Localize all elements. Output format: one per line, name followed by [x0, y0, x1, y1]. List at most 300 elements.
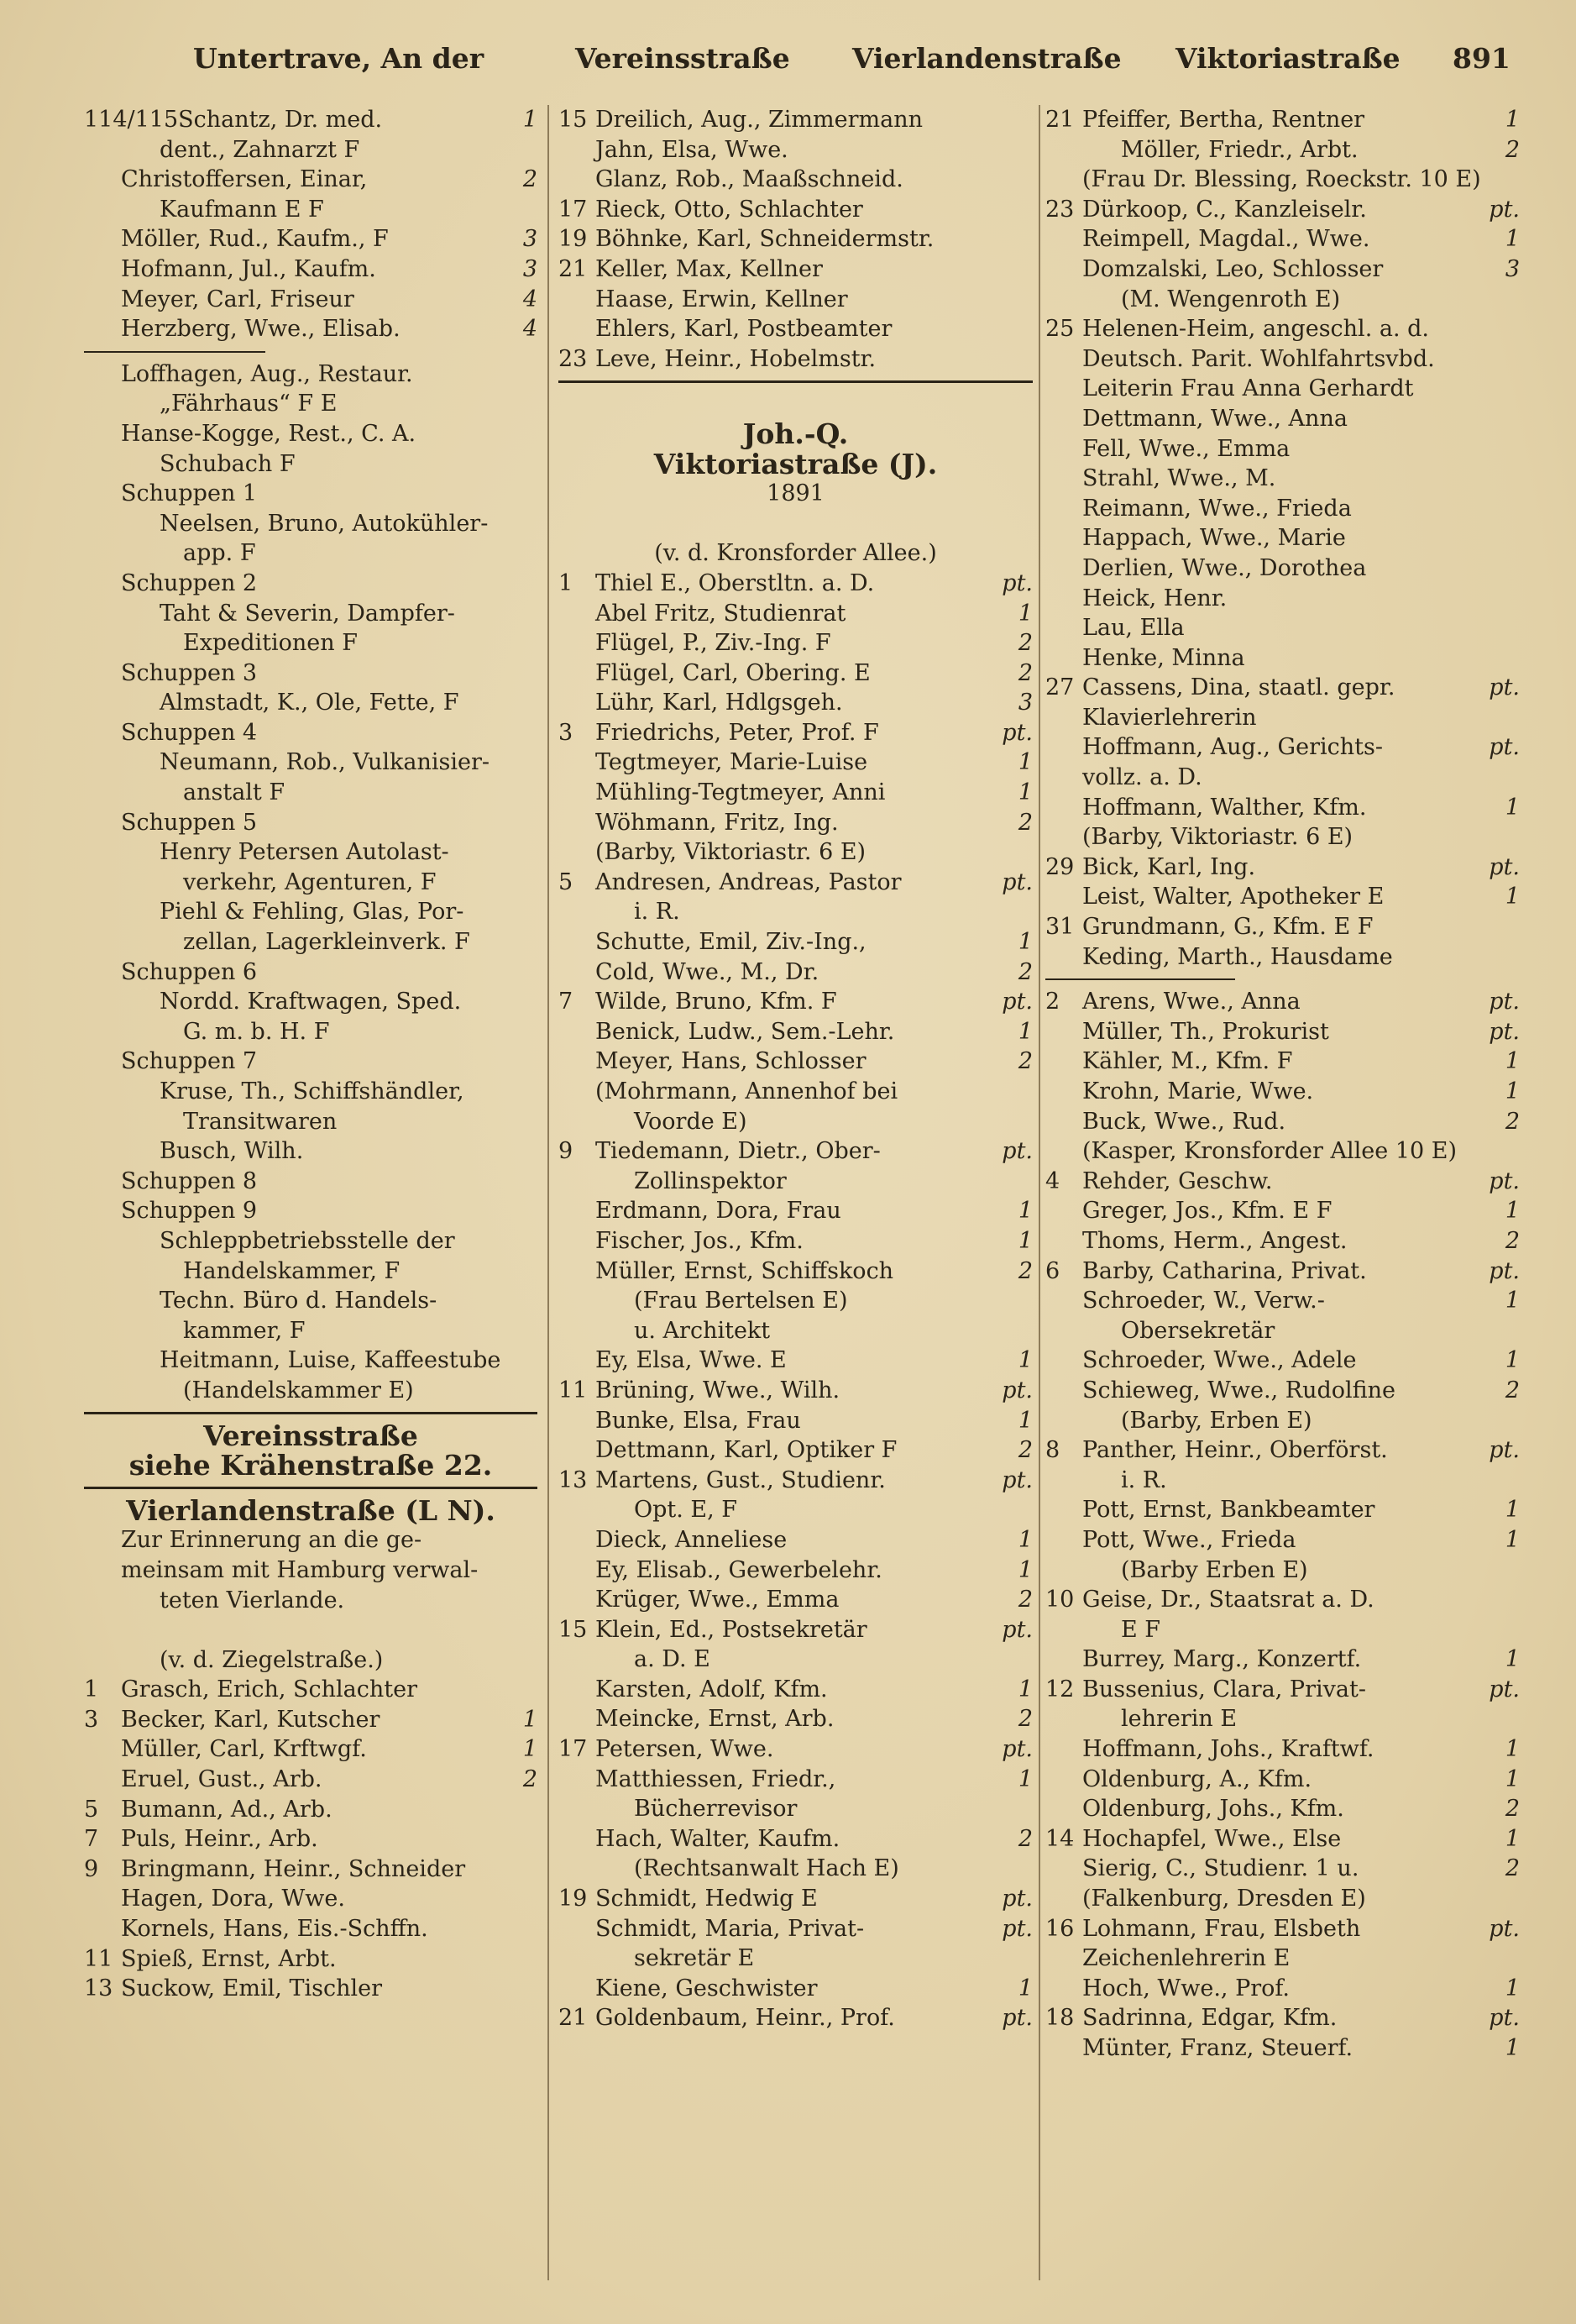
street-heading: Joh.-Q.: [742, 417, 849, 450]
floor-indicator: 1: [1018, 1556, 1033, 1583]
street-heading: siehe Krähenstraße 22.: [128, 1449, 493, 1482]
floor-indicator: pt.: [1002, 719, 1033, 746]
directory-entry: [558, 987, 1033, 1017]
floor-indicator: 1: [1505, 226, 1520, 253]
resident-name: Becker, Karl, Kutscher: [121, 1706, 380, 1733]
resident-name: Tiedemann, Dietr., Ober-: [595, 1138, 881, 1165]
section-rule: [84, 344, 537, 359]
resident-name: „Fährhaus“ F E: [160, 391, 338, 417]
directory-entry: [1045, 374, 1520, 404]
floor-indicator: pt.: [1002, 1466, 1033, 1493]
floor-indicator: pt.: [1002, 1616, 1033, 1643]
resident-name: (M. Wengenroth E): [1121, 286, 1341, 312]
directory-entry: [558, 1346, 1033, 1376]
directory-entry: [1045, 1435, 1520, 1466]
resident-name: Oldenburg, A., Kfm.: [1082, 1765, 1312, 1792]
directory-entry: [84, 165, 537, 195]
column-2: [558, 105, 1033, 2033]
resident-name: Henry Petersen Autolast-: [160, 839, 449, 866]
directory-entry: [84, 1017, 537, 1047]
resident-name: Eruel, Gust., Arb.: [121, 1766, 322, 1793]
directory-entry: [84, 927, 537, 957]
floor-indicator: 1: [1505, 884, 1520, 910]
section-rule: [558, 374, 1033, 389]
resident-name: Handelskammer, F: [183, 1257, 401, 1284]
directory-entry: [1045, 1525, 1520, 1555]
resident-name: Bücherrevisor: [634, 1796, 798, 1823]
directory-entry: [558, 1495, 1033, 1525]
resident-name: Grundmann, G., Kfm. E F: [1082, 914, 1374, 941]
floor-indicator: 1: [1018, 1526, 1033, 1553]
resident-name: Schuppen 9: [121, 1198, 258, 1225]
directory-entry: [1045, 254, 1520, 285]
resident-name: Piehl & Fehling, Glas, Por-: [160, 899, 464, 926]
resident-name: Zur Erinnerung an die ge-: [121, 1527, 422, 1554]
directory-entry: [84, 1286, 537, 1316]
house-number: 29: [1045, 853, 1075, 880]
resident-name: Böhnke, Karl, Schneidermstr.: [595, 226, 935, 253]
directory-entry: [1045, 1077, 1520, 1107]
resident-name: Schubach F: [160, 450, 296, 477]
house-number: 21: [558, 255, 588, 282]
resident-name: Hoch, Wwe., Prof.: [1082, 1975, 1291, 2001]
floor-indicator: 2: [522, 166, 537, 193]
resident-name: Glanz, Rob., Maaßschneid.: [595, 166, 903, 193]
floor-indicator: 1: [1018, 779, 1033, 806]
resident-name: Strahl, Wwe., M.: [1082, 465, 1276, 492]
directory-entry: [558, 509, 1033, 539]
floor-indicator: 2: [1505, 136, 1520, 163]
directory-entry: [558, 1704, 1033, 1734]
house-number: 10: [1045, 1587, 1075, 1613]
directory-entry: [1045, 553, 1520, 584]
resident-name: Puls, Heinr., Arb.: [121, 1826, 318, 1853]
column-divider: [1039, 105, 1040, 2280]
directory-entry: [84, 599, 537, 629]
resident-name: (Barby Erben E): [1121, 1556, 1308, 1583]
house-number: 6: [1045, 1257, 1060, 1284]
floor-indicator: pt.: [1489, 853, 1520, 880]
directory-entry: [558, 344, 1033, 375]
street-note: 1891: [767, 480, 825, 507]
resident-name: Domzalski, Leo, Schlosser: [1082, 255, 1384, 282]
resident-name: Reimann, Wwe., Frieda: [1082, 495, 1352, 522]
directory-entry: [84, 1077, 537, 1107]
directory-entry: [558, 1914, 1033, 1944]
floor-indicator: 1: [522, 1736, 537, 1763]
house-number: 19: [558, 226, 588, 253]
resident-name: E F: [1121, 1616, 1161, 1643]
directory-entry: [84, 254, 537, 285]
floor-indicator: pt.: [1489, 1018, 1520, 1045]
house-number: 11: [84, 1945, 113, 1972]
directory-entry: [84, 359, 537, 390]
directory-entry: [558, 1286, 1033, 1316]
floor-indicator: 1: [1505, 1975, 1520, 2001]
directory-entry: [1045, 1704, 1520, 1734]
floor-indicator: 3: [522, 255, 537, 282]
floor-indicator: 2: [1018, 1825, 1033, 1852]
house-number: 3: [558, 719, 573, 746]
directory-entry: [558, 957, 1033, 988]
floor-indicator: 1: [1018, 1975, 1033, 2001]
resident-name: Pott, Wwe., Frieda: [1082, 1526, 1296, 1553]
resident-name: Flügel, P., Ziv.-Ing. F: [595, 630, 831, 657]
directory-entry: [558, 808, 1033, 838]
resident-name: Wilde, Bruno, Kfm. F: [595, 989, 837, 1015]
resident-name: Schuppen 3: [121, 659, 258, 686]
resident-name: Hagen, Dora, Wwe.: [121, 1886, 345, 1912]
resident-name: Leiterin Frau Anna Gerhardt: [1082, 375, 1414, 402]
resident-name: Hoffmann, Walther, Kfm.: [1082, 794, 1367, 821]
directory-entry: [558, 778, 1033, 808]
resident-name: Leve, Heinr., Hobelmstr.: [595, 345, 877, 372]
directory-entry: [1045, 673, 1520, 703]
directory-entry: [558, 1765, 1033, 1795]
floor-indicator: 1: [1505, 1198, 1520, 1225]
directory-entry: [558, 1645, 1033, 1675]
directory-entry: [84, 1226, 537, 1256]
directory-entry: [558, 1884, 1033, 1914]
resident-name: Bumann, Ad., Arb.: [121, 1796, 332, 1823]
resident-name: Barby, Catharina, Privat.: [1082, 1257, 1367, 1284]
floor-indicator: 1: [1018, 1765, 1033, 1792]
directory-entry: [84, 1346, 537, 1376]
resident-name: Expeditionen F: [183, 630, 358, 657]
directory-entry: [84, 419, 537, 449]
directory-entry: [558, 2003, 1033, 2033]
directory-entry: [558, 1794, 1033, 1824]
house-number: 7: [558, 989, 573, 1015]
resident-name: (Frau Dr. Blessing, Roeckstr. 10 E): [1082, 166, 1481, 193]
resident-name: Henke, Minna: [1082, 644, 1245, 671]
resident-name: Brüning, Wwe., Wilh.: [595, 1377, 840, 1403]
resident-name: Busch, Wilh.: [160, 1138, 304, 1165]
floor-indicator: pt.: [1002, 868, 1033, 895]
directory-entry: [1045, 2033, 1520, 2064]
resident-name: Möller, Rud., Kaufm., F: [121, 226, 389, 253]
directory-entry: [84, 1196, 537, 1226]
resident-name: Dürkoop, C., Kanzleiselr.: [1082, 196, 1367, 223]
resident-name: Bunke, Elsa, Frau: [595, 1407, 801, 1434]
directory-entry: [1045, 852, 1520, 883]
resident-name: Bringmann, Heinr., Schneider: [121, 1855, 466, 1882]
resident-name: Abel Fritz, Studienrat: [595, 600, 846, 627]
directory-entry: [84, 897, 537, 927]
floor-indicator: 2: [1505, 1377, 1520, 1403]
floor-indicator: 1: [1505, 794, 1520, 821]
floor-indicator: 2: [1018, 1437, 1033, 1464]
floor-indicator: 2: [1505, 1108, 1520, 1135]
resident-name: u. Architekt: [634, 1317, 771, 1344]
directory-entry: [1045, 2003, 1520, 2033]
directory-entry: [558, 314, 1033, 344]
resident-name: Rieck, Otto, Schlachter: [595, 196, 863, 223]
header-street-left: Untertrave, An der: [193, 42, 484, 75]
directory-entry: [558, 1196, 1033, 1226]
floor-indicator: pt.: [1489, 196, 1520, 223]
resident-name: Müller, Carl, Krftwgf.: [121, 1736, 367, 1763]
page-number: 891: [1453, 42, 1511, 75]
resident-name: Petersen, Wwe.: [595, 1736, 774, 1763]
house-number: 15: [558, 107, 588, 133]
directory-entry: [84, 1376, 537, 1406]
floor-indicator: 1: [1018, 1676, 1033, 1702]
directory-entry: [1045, 882, 1520, 912]
directory-entry: [84, 1734, 537, 1765]
floor-indicator: 1: [1505, 1526, 1520, 1553]
directory-entry: [558, 868, 1033, 898]
resident-name: Schuppen 1: [121, 480, 258, 507]
resident-name: Möller, Friedr., Arbt.: [1121, 136, 1359, 163]
directory-entry: [558, 1824, 1033, 1854]
directory-entry: [558, 569, 1033, 599]
floor-indicator: pt.: [1002, 1377, 1033, 1403]
resident-name: Ehlers, Karl, Postbeamter: [595, 316, 893, 343]
floor-indicator: pt.: [1489, 1167, 1520, 1194]
resident-name: dent., Zahnarzt F: [160, 136, 360, 163]
resident-name: app. F: [183, 540, 256, 567]
directory-entry: [558, 389, 1033, 419]
resident-name: Pott, Ernst, Bankbeamter: [1082, 1497, 1375, 1524]
directory-entry: [1045, 1346, 1520, 1376]
resident-name: sekretär E: [634, 1945, 755, 1972]
resident-name: Dreilich, Aug., Zimmermann: [595, 107, 923, 133]
resident-name: Grasch, Erich, Schlachter: [121, 1676, 418, 1703]
directory-entry: [1045, 224, 1520, 254]
floor-indicator: pt.: [1489, 1915, 1520, 1942]
resident-name: Burrey, Marg., Konzertf.: [1082, 1646, 1362, 1673]
directory-entry: [558, 688, 1033, 718]
resident-name: Klein, Ed., Postsekretär: [595, 1616, 867, 1643]
resident-name: Geise, Dr., Staatsrat a. D.: [1082, 1587, 1374, 1613]
floor-indicator: 2: [1018, 1706, 1033, 1733]
directory-entry: [1045, 1136, 1520, 1167]
resident-name: Hoffmann, Aug., Gerichts-: [1082, 734, 1383, 761]
floor-indicator: pt.: [1489, 734, 1520, 761]
house-number: 17: [558, 1736, 588, 1763]
resident-name: Happach, Wwe., Marie: [1082, 525, 1346, 552]
directory-entry: [84, 1316, 537, 1346]
house-number: 23: [558, 345, 588, 372]
resident-name: kammer, F: [183, 1317, 306, 1344]
directory-entry: [558, 1435, 1033, 1466]
directory-entry: [1045, 584, 1520, 614]
resident-name: Kornels, Hans, Eis.-Schffn.: [121, 1916, 428, 1943]
directory-entry: [84, 1615, 537, 1645]
resident-name: (Falkenburg, Dresden E): [1082, 1886, 1366, 1912]
directory-entry: [1045, 314, 1520, 344]
directory-entry: [558, 1107, 1033, 1137]
floor-indicator: 1: [1505, 1288, 1520, 1314]
house-number: 8: [1045, 1437, 1060, 1464]
resident-name: Martens, Gust., Studienr.: [595, 1466, 886, 1493]
resident-name: Helenen-Heim, angeschl. a. d.: [1082, 316, 1429, 343]
floor-indicator: pt.: [1489, 1437, 1520, 1464]
directory-entry: [1045, 822, 1520, 852]
resident-name: Ey, Elisab., Gewerbelehr.: [595, 1556, 882, 1583]
directory-entry: [558, 628, 1033, 658]
resident-name: Thoms, Herm., Angest.: [1082, 1227, 1348, 1254]
resident-name: Fell, Wwe., Emma: [1082, 435, 1291, 462]
directory-entry: [558, 1585, 1033, 1615]
resident-name: Münter, Franz, Steuerf.: [1082, 2035, 1353, 2061]
floor-indicator: 1: [522, 107, 537, 133]
resident-name: Krohn, Marie, Wwe.: [1082, 1078, 1314, 1104]
resident-name: Schroeder, W., Verw.-: [1082, 1288, 1325, 1314]
directory-entry: [1045, 1824, 1520, 1854]
directory-entry: [558, 658, 1033, 689]
house-number: 3: [84, 1706, 99, 1733]
resident-name: Suckow, Emil, Tischler: [121, 1975, 382, 2002]
directory-entry: [558, 254, 1033, 285]
directory-entry: [558, 105, 1033, 135]
resident-name: Nordd. Kraftwagen, Sped.: [160, 989, 462, 1015]
floor-indicator: 1: [1018, 1018, 1033, 1045]
resident-name: Rehder, Geschw.: [1082, 1167, 1273, 1194]
resident-name: Kiene, Geschwister: [595, 1975, 818, 2001]
directory-entry: [558, 1525, 1033, 1555]
directory-entry: [84, 1586, 537, 1616]
resident-name: i. R.: [634, 899, 680, 926]
directory-entry: [1045, 494, 1520, 524]
resident-name: Haase, Erwin, Kellner: [595, 286, 848, 312]
directory-entry: [558, 1167, 1033, 1197]
directory-entry: [84, 569, 537, 599]
resident-name: Hochapfel, Wwe., Else: [1082, 1825, 1342, 1852]
floor-indicator: 2: [1018, 1257, 1033, 1284]
directory-entry: [1045, 1017, 1520, 1047]
directory-entry: [558, 1077, 1033, 1107]
house-number: 2: [1045, 989, 1060, 1015]
resident-name: Techn. Büro d. Handels-: [160, 1288, 437, 1314]
column-1: [84, 105, 537, 2004]
directory-entry: [1045, 1167, 1520, 1197]
floor-indicator: 1: [1505, 107, 1520, 133]
floor-indicator: 1: [1018, 749, 1033, 776]
directory-entry: [1045, 1316, 1520, 1346]
floor-indicator: 2: [1505, 1855, 1520, 1882]
resident-name: Derlien, Wwe., Dorothea: [1082, 554, 1367, 581]
directory-entry: [84, 1705, 537, 1735]
floor-indicator: 2: [1018, 630, 1033, 657]
house-number: 11: [558, 1377, 588, 1403]
directory-entry: [84, 1884, 537, 1914]
house-number: 21: [558, 2005, 588, 2032]
resident-name: Meyer, Hans, Schlosser: [595, 1048, 867, 1075]
directory-entry: [1045, 1376, 1520, 1406]
floor-indicator: 1: [1018, 1198, 1033, 1225]
house-number: 18: [1045, 2005, 1075, 2032]
floor-indicator: 2: [1018, 1587, 1033, 1613]
floor-indicator: 1: [1505, 2035, 1520, 2061]
resident-name: Sadrinna, Edgar, Kfm.: [1082, 2005, 1338, 2032]
directory-entry: [558, 1226, 1033, 1256]
resident-name: Schieweg, Wwe., Rudolfine: [1082, 1377, 1396, 1403]
directory-entry: [1045, 195, 1520, 225]
directory-entry: [1045, 987, 1520, 1017]
resident-name: Almstadt, K., Ole, Fette, F: [160, 690, 459, 716]
directory-entry: [558, 1316, 1033, 1346]
directory-entry: [1045, 434, 1520, 464]
resident-name: Schuppen 8: [121, 1167, 258, 1194]
floor-indicator: pt.: [1002, 989, 1033, 1015]
directory-entry: [84, 748, 537, 778]
house-number: 23: [1045, 196, 1075, 223]
resident-name: verkehr, Agenturen, F: [183, 868, 437, 895]
directory-entry: [1045, 1196, 1520, 1226]
directory-entry: [558, 285, 1033, 315]
house-number: 1: [558, 569, 573, 596]
directory-entry: [84, 1525, 537, 1555]
street-heading: Viktoriastraße (J).: [653, 447, 938, 480]
directory-entry: [1045, 732, 1520, 763]
resident-name: Lohmann, Frau, Elsbeth: [1082, 1915, 1361, 1942]
resident-name: Jahn, Elsa, Wwe.: [595, 136, 788, 163]
street-heading: Vierlandenstraße (L N).: [126, 1493, 495, 1527]
directory-entry: [558, 1944, 1033, 1974]
directory-entry: [558, 1555, 1033, 1586]
directory-entry: [1045, 1645, 1520, 1675]
resident-name: Opt. E, F: [634, 1497, 738, 1524]
resident-name: Kähler, M., Kfm. F: [1082, 1048, 1293, 1075]
directory-entry: [1045, 523, 1520, 553]
resident-name: Erdmann, Dora, Frau: [595, 1198, 841, 1225]
directory-entry: [558, 1615, 1033, 1645]
directory-entry: [558, 1734, 1033, 1765]
house-number: 31: [1045, 914, 1075, 941]
resident-name: Buck, Wwe., Rud.: [1082, 1108, 1286, 1135]
floor-indicator: 3: [1018, 690, 1033, 716]
resident-name: Cassens, Dina, staatl. gepr.: [1082, 674, 1395, 701]
directory-entry: [558, 195, 1033, 225]
directory-entry: [1045, 613, 1520, 643]
house-number: 114/115: [84, 107, 179, 133]
directory-entry: [558, 897, 1033, 927]
directory-entry: [1045, 1914, 1520, 1944]
resident-name: Dettmann, Wwe., Anna: [1082, 405, 1348, 432]
directory-entry: [1045, 1615, 1520, 1645]
header-street-mid2: Vierlandenstraße: [852, 42, 1122, 75]
directory-entry: [84, 389, 537, 419]
directory-entry: [1045, 285, 1520, 315]
floor-indicator: pt.: [1489, 1257, 1520, 1284]
house-number: 14: [1045, 1825, 1075, 1852]
resident-name: Hanse-Kogge, Rest., C. A.: [121, 420, 416, 447]
resident-name: (Kasper, Kronsforder Allee 10 E): [1082, 1138, 1458, 1165]
directory-entry: [1045, 1734, 1520, 1765]
house-number: 1: [84, 1676, 99, 1703]
directory-entry: [1045, 942, 1520, 973]
floor-indicator: 3: [1505, 255, 1520, 282]
directory-entry: [1045, 404, 1520, 434]
directory-entry: [1045, 1495, 1520, 1525]
directory-entry: [84, 1795, 537, 1825]
resident-name: (Barby, Viktoriastr. 6 E): [595, 839, 867, 866]
floor-indicator: pt.: [1002, 569, 1033, 596]
house-number: 27: [1045, 674, 1075, 701]
resident-name: Bick, Karl, Ing.: [1082, 853, 1256, 880]
resident-name: i. R.: [1121, 1466, 1167, 1493]
floor-indicator: 1: [1505, 1497, 1520, 1524]
directory-entry: [84, 1256, 537, 1287]
directory-entry: [1045, 763, 1520, 793]
directory-entry: [84, 195, 537, 225]
resident-name: Kruse, Th., Schiffshändler,: [160, 1078, 464, 1104]
resident-name: Schuppen 7: [121, 1048, 258, 1075]
resident-name: Schuppen 6: [121, 958, 258, 985]
floor-indicator: 1: [1505, 1736, 1520, 1763]
